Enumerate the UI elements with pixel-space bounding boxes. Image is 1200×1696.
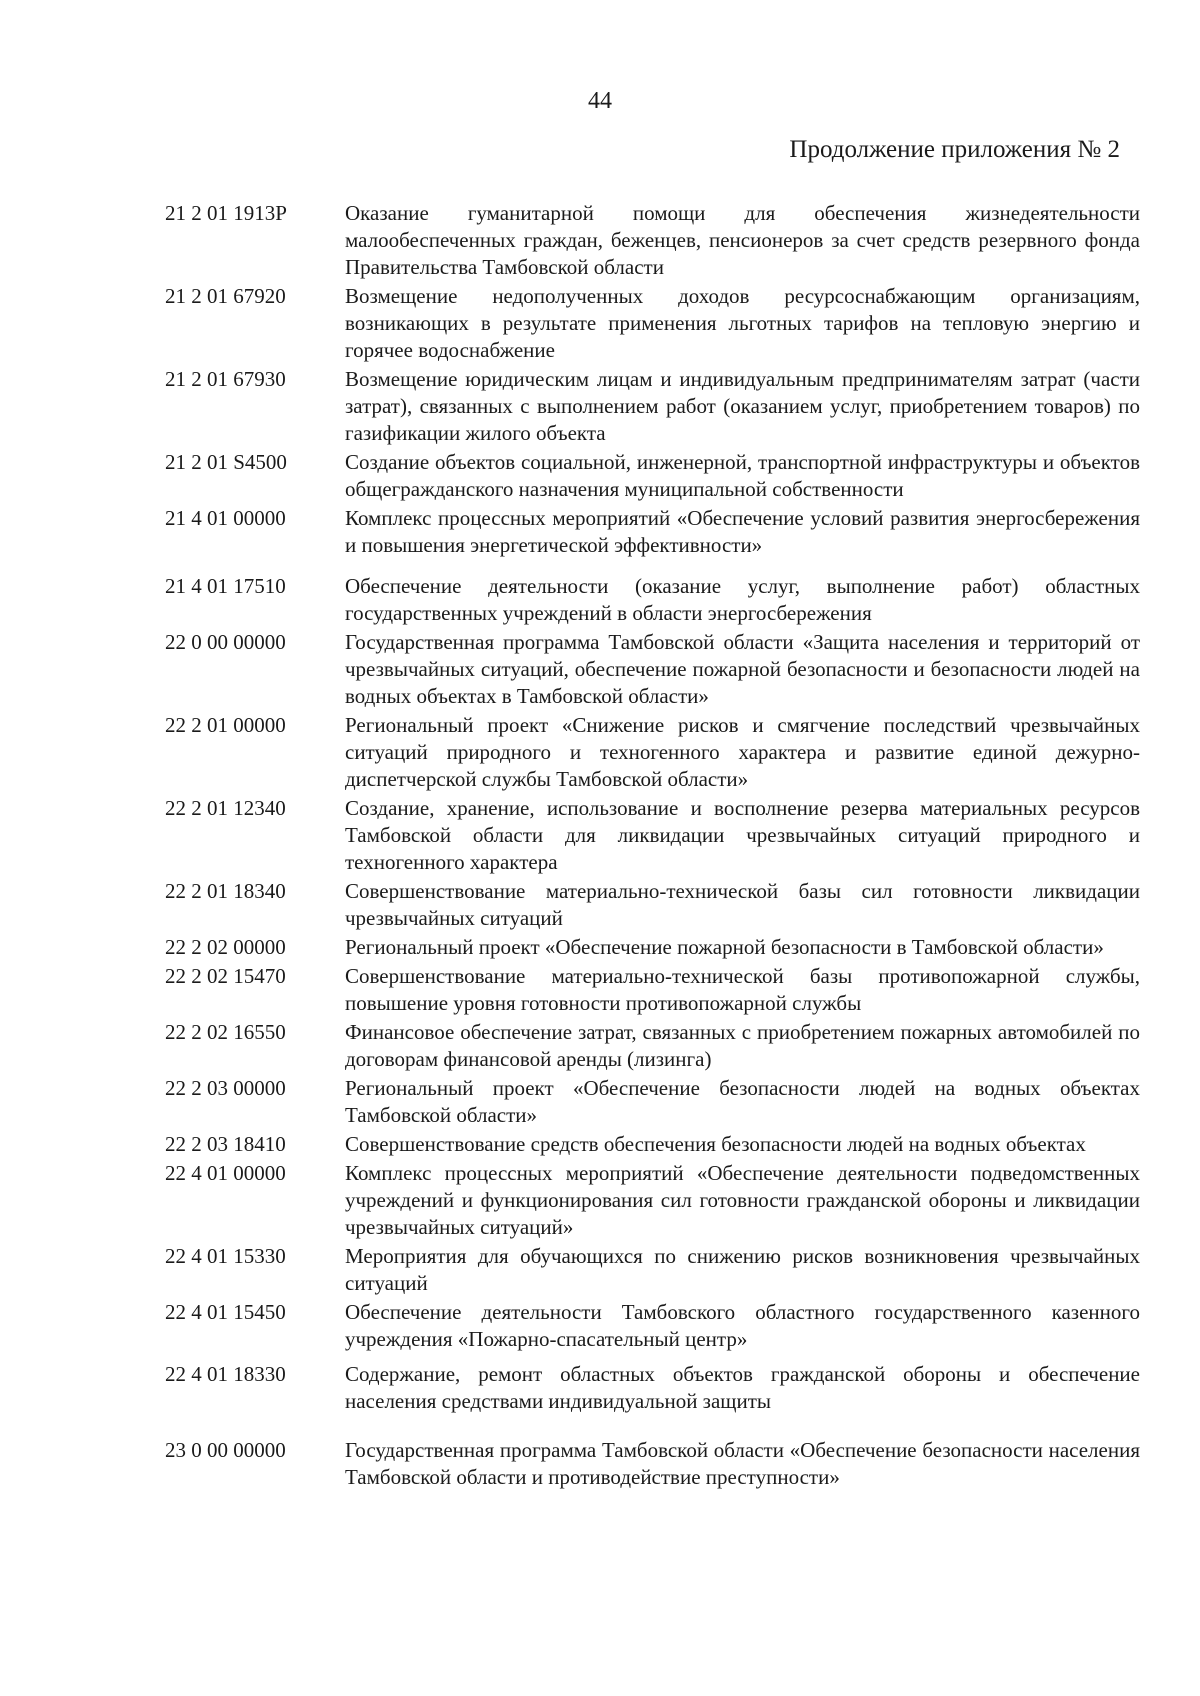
entry-description: Обеспечение деятельности (оказание услуг, выполнение работ) областных государственных учреждений в области энергосбережения bbox=[345, 574, 1140, 625]
list-item bbox=[165, 795, 1140, 876]
entry-code: 22 2 02 15470 bbox=[165, 964, 286, 988]
entry-description: Обеспечение деятельности Тамбовского областного государственного казенного учреждения «Пожарно-спасательный центр» bbox=[345, 1300, 1140, 1351]
list-item bbox=[165, 1243, 1140, 1297]
entry-code: 23 0 00 00000 bbox=[165, 1438, 286, 1462]
list-item bbox=[165, 200, 1140, 281]
list-item bbox=[165, 1437, 1140, 1491]
page-number: 44 bbox=[588, 88, 612, 114]
list-item bbox=[165, 505, 1140, 559]
entry-description: Комплекс процессных мероприятий «Обеспечение условий развития энергосбережения и повышения энергетической эффективности» bbox=[345, 506, 1140, 557]
entry-description: Оказание гуманитарной помощи для обеспечения жизнедеятельности малообеспеченных граждан, беженцев, пенсионеров за счет средств резервного фонда Правительства Тамбовской области bbox=[345, 201, 1140, 279]
entry-code: 21 2 01 S4500 bbox=[165, 450, 287, 474]
entry-description: Создание, хранение, использование и восполнение резерва материальных ресурсов Тамбовской области для ликвидации чрезвычайных ситуаций природного и техногенного характера bbox=[345, 796, 1140, 874]
entry-description: Возмещение юридическим лицам и индивидуальным предпринимателям затрат (части затрат), связанных с выполнением работ (оказанием услуг, приобретением товаров) по газификации жилого объекта bbox=[345, 367, 1140, 445]
entry-code: 22 4 01 15330 bbox=[165, 1244, 286, 1268]
list-item bbox=[165, 629, 1140, 710]
entry-code: 22 2 03 18410 bbox=[165, 1132, 286, 1156]
entry-description: Региональный проект «Обеспечение безопасности людей на водных объектах Тамбовской области» bbox=[345, 1076, 1140, 1127]
list-item bbox=[165, 1299, 1140, 1353]
list-item bbox=[165, 449, 1140, 503]
entry-code: 22 0 00 00000 bbox=[165, 630, 286, 654]
entry-description: Мероприятия для обучающихся по снижению рисков возникновения чрезвычайных ситуаций bbox=[345, 1244, 1140, 1295]
entry-description: Финансовое обеспечение затрат, связанных с приобретением пожарных автомобилей по договорам финансовой аренды (лизинга) bbox=[345, 1020, 1140, 1071]
entry-description: Содержание, ремонт областных объектов гражданской обороны и обеспечение населения средствами индивидуальной защиты bbox=[345, 1362, 1140, 1413]
entry-code: 21 2 01 1913Р bbox=[165, 201, 287, 225]
entry-description: Возмещение недополученных доходов ресурсоснабжающим организациям, возникающих в результате применения льготных тарифов на тепловую энергию и горячее водоснабжение bbox=[345, 284, 1140, 362]
appendix-continuation-note: Продолжение приложения № 2 bbox=[789, 136, 1120, 163]
list-item bbox=[165, 963, 1140, 1017]
entry-code: 22 4 01 15450 bbox=[165, 1300, 286, 1324]
entry-code: 22 2 01 00000 bbox=[165, 713, 286, 737]
list-item bbox=[165, 366, 1140, 447]
list-item bbox=[165, 712, 1140, 793]
entry-description: Совершенствование материально-технической базы противопожарной службы, повышение уровня готовности противопожарной службы bbox=[345, 964, 1140, 1015]
list-item bbox=[165, 1160, 1140, 1241]
entry-code: 21 2 01 67920 bbox=[165, 284, 286, 308]
list-item bbox=[165, 1075, 1140, 1129]
list-item bbox=[165, 573, 1140, 627]
entry-description: Совершенствование материально-технической базы сил готовности ликвидации чрезвычайных ситуаций bbox=[345, 879, 1140, 930]
entry-description: Региональный проект «Снижение рисков и смягчение последствий чрезвычайных ситуаций природного и техногенного характера и развитие единой дежурно-диспетчерской службы Тамбовской области» bbox=[345, 713, 1140, 791]
entry-description: Государственная программа Тамбовской области «Обеспечение безопасности населения Тамбовской области и противодействие преступности» bbox=[345, 1438, 1140, 1489]
entry-description: Создание объектов социальной, инженерной, транспортной инфраструктуры и объектов общегражданского назначения муниципальной собственности bbox=[345, 450, 1140, 501]
entry-code: 22 4 01 00000 bbox=[165, 1161, 286, 1185]
list-item bbox=[165, 934, 1140, 961]
entry-description: Совершенствование средств обеспечения безопасности людей на водных объектах bbox=[345, 1132, 1086, 1156]
entry-code: 22 4 01 18330 bbox=[165, 1362, 286, 1386]
entry-code: 21 2 01 67930 bbox=[165, 367, 286, 391]
entry-code: 22 2 02 00000 bbox=[165, 935, 286, 959]
classification-list bbox=[165, 200, 1140, 1491]
list-item bbox=[165, 283, 1140, 364]
entry-code: 22 2 01 12340 bbox=[165, 796, 286, 820]
entry-description: Региональный проект «Обеспечение пожарной безопасности в Тамбовской области» bbox=[345, 935, 1104, 959]
entry-description: Комплекс процессных мероприятий «Обеспечение деятельности подведомственных учреждений и функционирования сил готовности гражданской обороны и ликвидации чрезвычайных ситуаций» bbox=[345, 1161, 1140, 1239]
entry-code: 21 4 01 00000 bbox=[165, 506, 286, 530]
list-item bbox=[165, 1361, 1140, 1415]
entry-code: 21 4 01 17510 bbox=[165, 574, 286, 598]
entry-code: 22 2 01 18340 bbox=[165, 879, 286, 903]
list-item bbox=[165, 878, 1140, 932]
entry-code: 22 2 02 16550 bbox=[165, 1020, 286, 1044]
entry-code: 22 2 03 00000 bbox=[165, 1076, 286, 1100]
list-item bbox=[165, 1131, 1140, 1158]
entry-description: Государственная программа Тамбовской области «Защита населения и территорий от чрезвычайных ситуаций, обеспечение пожарной безопасности и безопасности людей на водных объектах в Тамбовской области» bbox=[345, 630, 1140, 708]
list-item bbox=[165, 1019, 1140, 1073]
